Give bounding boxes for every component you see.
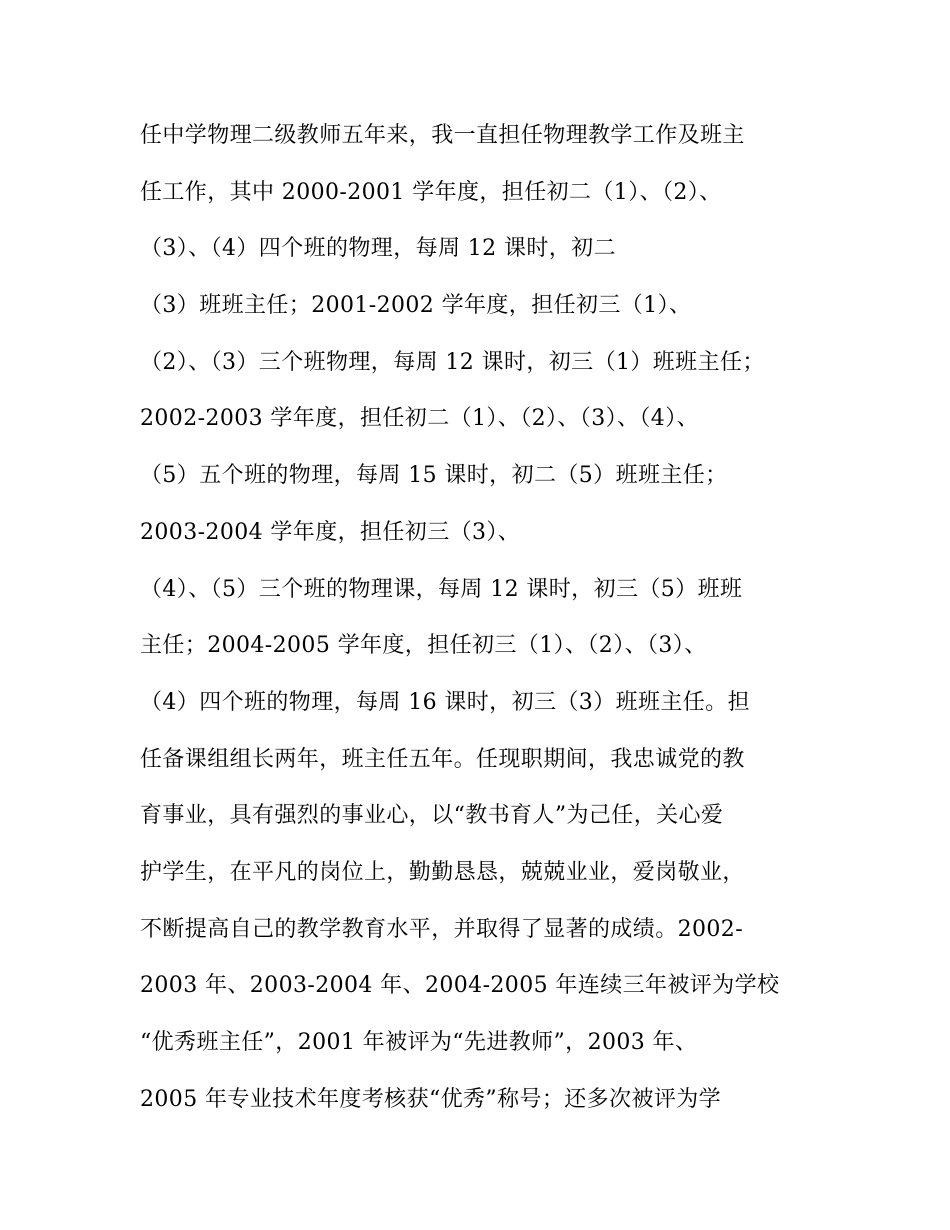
text-line: 2005 年专业技术年度考核获“优秀”称号；还多次被评为学: [140, 1086, 722, 1112]
text-line: 2003 年、2003-2004 年、2004-2005 年连续三年被评为学校: [140, 973, 780, 999]
text-line: （3）班班主任；2001-2002 学年度，担任初三（1）、: [140, 293, 692, 319]
text-line: 主任；2004-2005 学年度，担任初三（1）、（2）、（3）、: [140, 633, 707, 659]
text-line: （5）五个班的物理，每周 15 课时，初二（5）班班主任；: [140, 463, 728, 489]
text-line: 任工作，其中 2000-2001 学年度，担任初二（1）、（2）、: [140, 179, 722, 205]
text-line: 育事业，具有强烈的事业心，以“教书育人”为己任，关心爱: [140, 803, 724, 829]
text-line: 任备课组组长两年，班主任五年。任现职期间，我忠诚党的教: [140, 746, 745, 772]
text-line: （2）、（3）三个班物理，每周 12 课时，初三（1）班班主任；: [140, 349, 765, 375]
body-text: [140, 108, 840, 1128]
text-line: 护学生，在平凡的岗位上，勤勤恳恳，兢兢业业，爱岗敬业，: [140, 859, 745, 885]
text-line: 任中学物理二级教师五年来，我一直担任物理教学工作及班主: [140, 123, 745, 148]
text-line: “优秀班主任”，2001 年被评为“先进教师”，2003 年、: [140, 1030, 698, 1055]
text-line: 2002-2003 学年度，担任初二（1）、（2）、（3）、（4）、: [140, 406, 699, 432]
text-line: （4）、（5）三个班的物理课，每周 12 课时，初三（5）班班: [140, 576, 743, 602]
text-line: 不断提高自己的教学教育水平，并取得了显著的成绩。2002-: [140, 916, 744, 942]
text-line: （3）、（4）四个班的物理，每周 12 课时，初二: [140, 236, 616, 262]
text-line: 2003-2004 学年度，担任初三（3）、: [140, 519, 521, 545]
text-line: （4）四个班的物理，每周 16 课时，初三（3）班班主任。担: [140, 689, 750, 715]
